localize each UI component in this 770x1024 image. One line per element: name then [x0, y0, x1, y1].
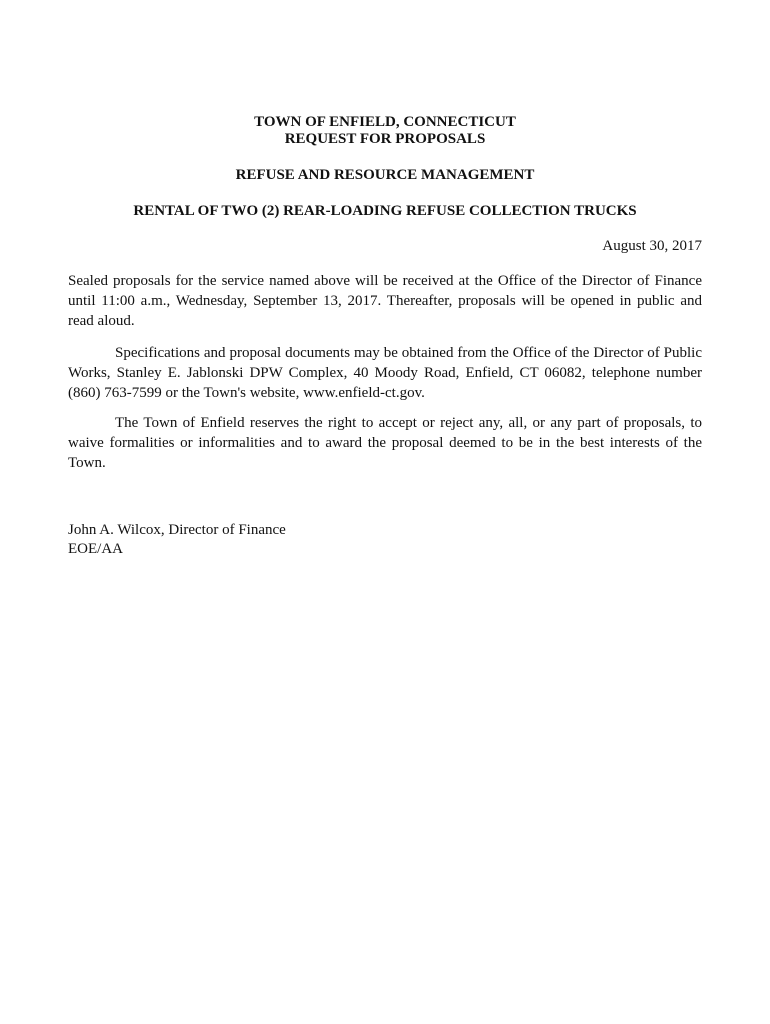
town-heading: TOWN OF ENFIELD, CONNECTICUT	[254, 114, 516, 130]
department-heading: REFUSE AND RESOURCE MANAGEMENT	[235, 167, 535, 183]
document-date: August 30, 2017	[602, 238, 702, 254]
paragraph-specifications: Specifications and proposal documents may be obtained from the Office of the Director of Public Works, Stanley E. Jablonski DPW Complex, 40 Moody Road, Enfield, CT 06082, telephone number (860) 763-7599 or the Town's website, www.enfield-ct.gov.	[68, 345, 702, 401]
signature-name: John A. Wilcox, Director of Finance	[68, 522, 286, 538]
paragraph-reservation: The Town of Enfield reserves the right to accept or reject any, all, or any part of proposals, to waive formalities or informalities and to award the proposal deemed to be in the best interests of the Town.	[68, 415, 702, 471]
signature-note: EOE/AA	[68, 541, 123, 557]
subject-heading: RENTAL OF TWO (2) REAR-LOADING REFUSE COLLECTION TRUCKS	[133, 203, 637, 219]
rfp-heading: REQUEST FOR PROPOSALS	[284, 131, 486, 147]
paragraph-submission: Sealed proposals for the service named above will be received at the Office of the Director of Finance until 11:00 a.m., Wednesday, September 13, 2017. Thereafter, proposals will be opened in public and read aloud.	[68, 273, 702, 329]
